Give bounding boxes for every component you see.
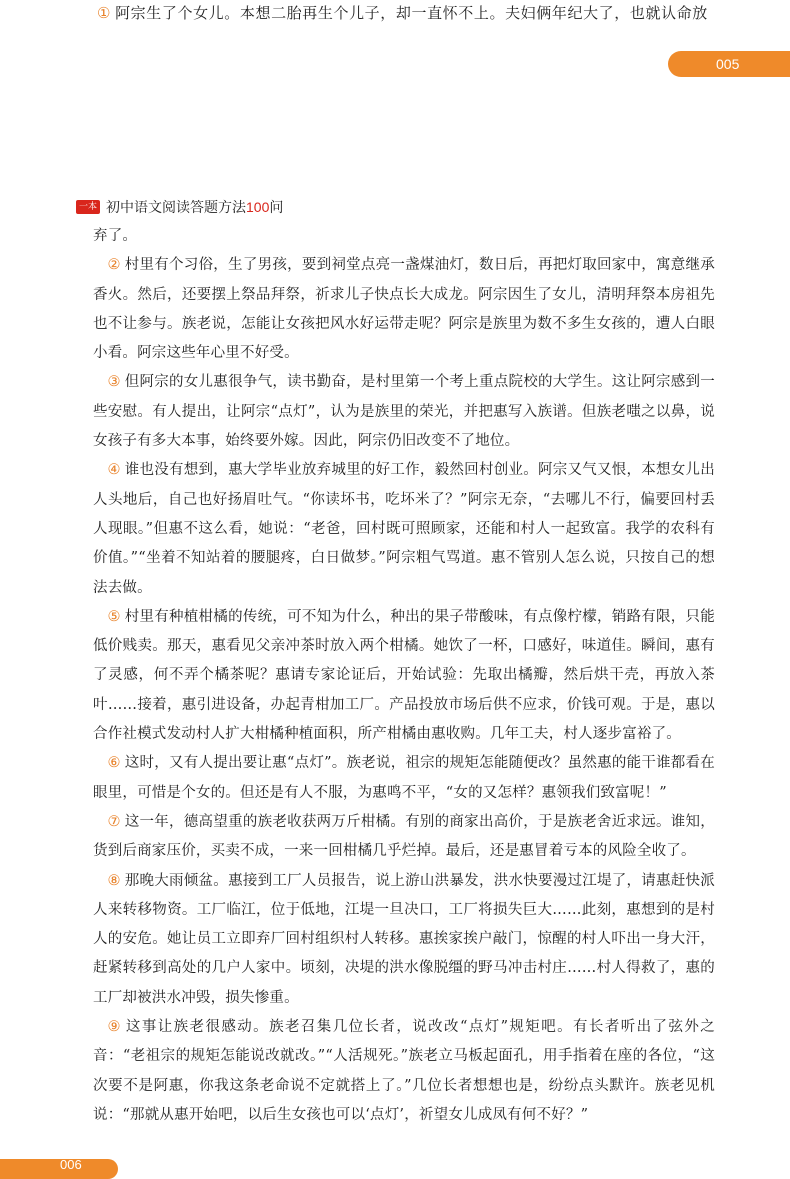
previous-page-fragment	[97, 3, 787, 23]
continuation-line: 弃了。	[93, 228, 138, 244]
paragraph-text: 阿宗生了个女儿。本想二胎再生个儿子，却一直怀不上。夫妇俩年纪大了，也就认命放	[115, 4, 708, 22]
paragraph-number: ①	[97, 4, 112, 22]
paragraph-2	[93, 251, 715, 368]
book-logo-badge: 一本	[76, 200, 100, 214]
page-number-tab: 005	[668, 51, 790, 77]
paragraph-3	[93, 368, 715, 456]
paragraph-number: ⑨	[107, 1019, 122, 1036]
paragraph-6	[93, 749, 715, 808]
page-number-tab-bottom: 006	[0, 1159, 118, 1179]
paragraph-4	[93, 456, 715, 602]
paragraph-text: 但阿宗的女儿惠很争气，读书勤奋，是村里第一个考上重点院校的大学生。这让阿宗感到一些安慰。有人提出，让阿宗“点灯”，认为是族里的荣光，并把惠写入族谱。但族老嗤之以鼻，说女孩子有多大本事，始终要外嫁。因此，阿宗仍旧改变不了地位。	[93, 374, 716, 450]
book-title-suffix: 问	[269, 200, 284, 216]
paragraph-text: 谁也没有想到，惠大学毕业放弃城里的好工作，毅然回村创业。阿宗又气又恨，本想女儿出人头地后，自己也好扬眉吐气。“你读坏书，吃坏米了？”阿宗无奈，“去哪儿不行，偏要回村丢人现眼。”但惠不这么看，她说：“老爸，回村既可照顾家，还能和村人一起致富。我学的农科有价值。”“坐着不知站着的腰腿疼，白日做梦。”阿宗粗气骂道。惠不管别人怎么说，只按自己的想法去做。	[93, 462, 716, 596]
paragraph-number: ⑧	[107, 872, 121, 889]
paragraph-text: 村里有种植柑橘的传统，可不知为什么，种出的果子带酸味，有点像柠檬，销路有限，只能低价贱卖。那天，惠看见父亲冲茶时放入两个柑橘。她饮了一杯，口感好，味道佳。瞬间，惠有了灵感，何不弄个橘茶呢？惠请专家论证后，开始试验：先取出橘瓣，然后烘干壳，再放入茶叶……接着，惠引进设备，办起青柑加工厂。产品投放市场后供不应求，价钱可观。于是，惠以合作社模式发动村人扩大柑橘种植面积，所产柑橘由惠收购。几年工夫，村人逐步富裕了。	[93, 608, 716, 743]
book-title	[106, 197, 283, 217]
paragraph-number: ⑥	[107, 755, 121, 772]
article-body	[93, 222, 715, 1130]
paragraph-9	[93, 1013, 715, 1130]
book-header	[76, 197, 283, 217]
book-title-text: 初中语文阅读答题方法	[106, 200, 247, 216]
paragraph-number: ②	[107, 257, 121, 274]
paragraph-5	[93, 603, 715, 749]
paragraph-number: ④	[107, 462, 121, 479]
paragraph-text: 这一年，德高望重的族老收获两万斤柑橘。有别的商家出高价，于是族老舍近求远。谁知，货到后商家压价，买卖不成，一来一回柑橘几乎烂掉。最后，还是惠冒着亏本的风险全收了。	[93, 813, 716, 860]
paragraph-number: ⑤	[107, 608, 121, 625]
paragraph-text: 那晚大雨倾盆。惠接到工厂人员报告，说上游山洪暴发，洪水快要漫过江堤了，请惠赶快派人来转移物资。工厂临江，位于低地，江堤一旦决口，工厂将损失巨大……此刻，惠想到的是村人的安危。她让员工立即弃厂回村组织村人转移。惠挨家挨户敲门，惊醒的村人吓出一身大汗，赶紧转移到高处的几户人家中。顷刻，决堤的洪水像脱缰的野马冲击村庄……村人得救了，惠的工厂却被洪水冲毁，损失惨重。	[93, 872, 716, 1006]
paragraph-number: ⑦	[107, 813, 121, 830]
paragraph-number: ③	[107, 374, 121, 391]
paragraph-text: 村里有个习俗，生了男孩，要到祠堂点亮一盏煤油灯，数日后，再把灯取回家中，寓意继承香火。然后，还要摆上祭品拜祭，祈求儿子快点长大成龙。阿宗因生了女儿，清明拜祭本房祖先也不让参与。族老说，怎能让女孩把风水好运带走呢？阿宗是族里为数不多生女孩的，遭人白眼小看。阿宗这些年心里不好受。	[93, 257, 716, 362]
paragraph-7	[93, 808, 715, 867]
book-title-number: 100	[246, 199, 270, 215]
paragraph-text: 这事让族老很感动。族老召集几位长者，说改改“点灯”规矩吧。有长者听出了弦外之音：“老祖宗的规矩怎能说改就改。”“人活规死。”族老立马板起面孔，用手指着在座的各位，“这次要不是阿惠，你我这条老命说不定就搭上了。”几位长者想想也是，纷纷点头默许。族老见机说：“那就从惠开始吧，以后生女孩也可以‘点灯’，祈望女儿成凤有何不好？”	[93, 1019, 715, 1123]
paragraph-8	[93, 867, 715, 1013]
paragraph-text: 这时，又有人提出要让惠“点灯”。族老说，祖宗的规矩怎能随便改？虽然惠的能干谁都看在眼里，可惜是个女的。但还是有人不服，为惠鸣不平，“女的又怎样？惠领我们致富呢！”	[93, 755, 715, 801]
